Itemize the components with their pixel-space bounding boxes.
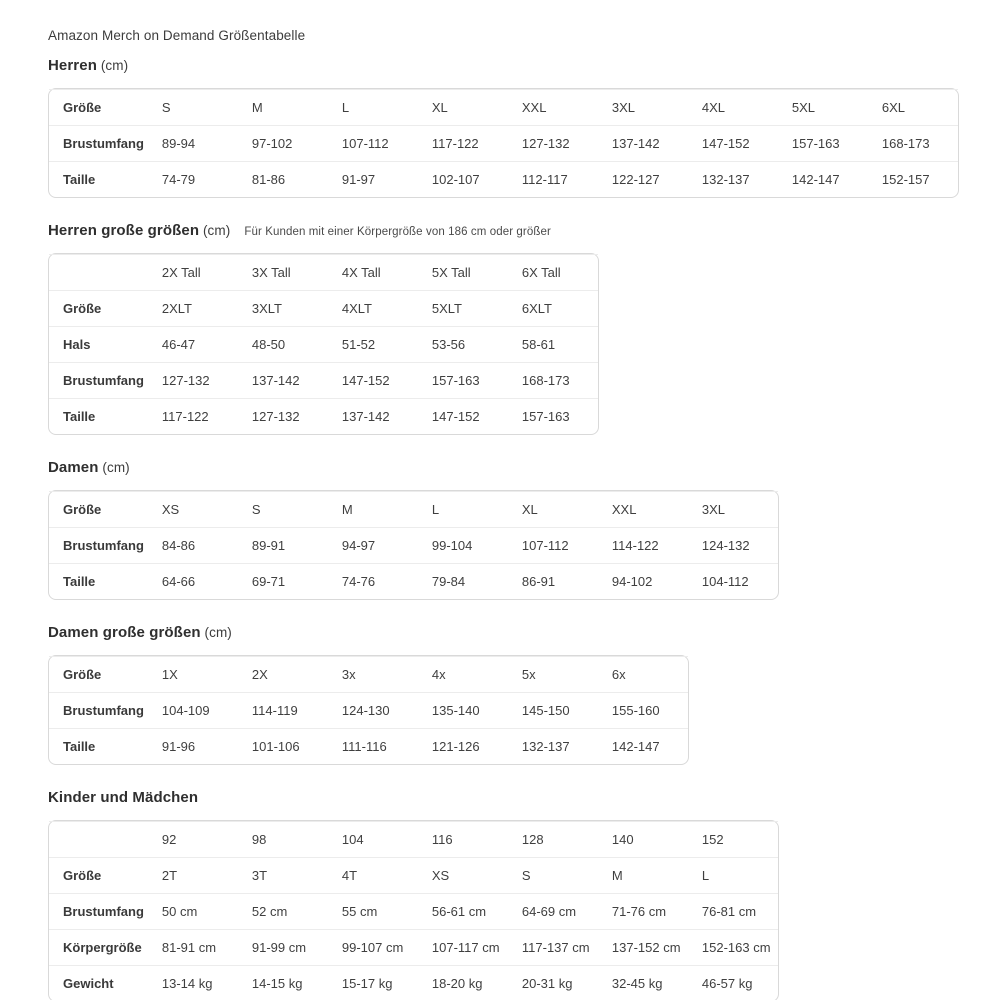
value-cell: 114-122: [598, 527, 688, 563]
value-cell: 101-106: [238, 728, 328, 764]
table-row: [49, 728, 688, 764]
table-row: [49, 563, 778, 599]
value-cell: 64-66: [148, 563, 238, 599]
table-row: [49, 254, 598, 290]
table-row: [49, 692, 688, 728]
value-cell: M: [598, 857, 688, 893]
value-cell: 13-14 kg: [148, 965, 238, 1000]
row-label-cell: Brustumfang: [49, 362, 148, 398]
section-damen-grosse-groessen: [48, 624, 960, 765]
section-unit: (cm): [200, 625, 232, 640]
value-cell: 5X Tall: [418, 254, 508, 290]
value-cell: 137-142: [598, 125, 688, 161]
table-row: [49, 857, 778, 893]
value-cell: 127-132: [238, 398, 328, 434]
value-cell: 107-112: [508, 527, 598, 563]
value-cell: XS: [418, 857, 508, 893]
value-cell: 3x: [328, 656, 418, 692]
value-cell: 53-56: [418, 326, 508, 362]
size-table: [48, 655, 689, 765]
value-cell: 74-76: [328, 563, 418, 599]
value-cell: 6x: [598, 656, 688, 692]
section-kinder-und-maedchen: [48, 789, 960, 1000]
value-cell: 91-99 cm: [238, 929, 328, 965]
section-herren: [48, 57, 960, 198]
page-title: Amazon Merch on Demand Größentabelle: [48, 28, 306, 43]
size-table: [48, 490, 779, 600]
section-heading: [48, 789, 960, 806]
value-cell: 121-126: [418, 728, 508, 764]
row-label-cell: Größe: [49, 290, 148, 326]
value-cell: 14-15 kg: [238, 965, 328, 1000]
value-cell: 56-61 cm: [418, 893, 508, 929]
value-cell: 50 cm: [148, 893, 238, 929]
row-label-cell: [49, 821, 148, 857]
value-cell: 92: [148, 821, 238, 857]
value-cell: 124-132: [688, 527, 778, 563]
section-herren-grosse-groessen: [48, 222, 960, 435]
value-cell: 168-173: [508, 362, 598, 398]
section-title: Herren große größen: [48, 222, 200, 239]
value-cell: 114-119: [238, 692, 328, 728]
value-cell: 6X Tall: [508, 254, 598, 290]
size-table: [48, 88, 959, 198]
value-cell: 48-50: [238, 326, 328, 362]
value-cell: 52 cm: [238, 893, 328, 929]
row-label-cell: Brustumfang: [49, 893, 148, 929]
value-cell: 97-102: [238, 125, 328, 161]
value-cell: 6XL: [868, 89, 958, 125]
value-cell: XXL: [598, 491, 688, 527]
value-cell: 132-137: [508, 728, 598, 764]
value-cell: 32-45 kg: [598, 965, 688, 1000]
value-cell: 3XLT: [238, 290, 328, 326]
row-label-cell: Gewicht: [49, 965, 148, 1000]
value-cell: S: [148, 89, 238, 125]
value-cell: 58-61: [508, 326, 598, 362]
value-cell: 5XLT: [418, 290, 508, 326]
value-cell: L: [328, 89, 418, 125]
row-label-cell: Brustumfang: [49, 527, 148, 563]
value-cell: 2X Tall: [148, 254, 238, 290]
row-label-cell: Größe: [49, 491, 148, 527]
value-cell: 145-150: [508, 692, 598, 728]
value-cell: L: [688, 857, 778, 893]
value-cell: S: [238, 491, 328, 527]
section-heading: [48, 459, 960, 476]
value-cell: 116: [418, 821, 508, 857]
row-label-cell: Taille: [49, 563, 148, 599]
table-row: [49, 821, 778, 857]
value-cell: 168-173: [868, 125, 958, 161]
table-row: [49, 527, 778, 563]
value-cell: 124-130: [328, 692, 418, 728]
value-cell: 79-84: [418, 563, 508, 599]
value-cell: 20-31 kg: [508, 965, 598, 1000]
value-cell: 152-157: [868, 161, 958, 197]
value-cell: 4XLT: [328, 290, 418, 326]
value-cell: 104-109: [148, 692, 238, 728]
table-row: [49, 893, 778, 929]
value-cell: 140: [598, 821, 688, 857]
value-cell: 142-147: [598, 728, 688, 764]
value-cell: XS: [148, 491, 238, 527]
value-cell: 46-57 kg: [688, 965, 778, 1000]
value-cell: 5XL: [778, 89, 868, 125]
value-cell: 94-97: [328, 527, 418, 563]
section-damen: [48, 459, 960, 600]
value-cell: 4X Tall: [328, 254, 418, 290]
value-cell: 147-152: [328, 362, 418, 398]
value-cell: 4XL: [688, 89, 778, 125]
row-label-cell: Taille: [49, 728, 148, 764]
section-unit: (cm): [96, 58, 129, 73]
value-cell: 76-81 cm: [688, 893, 778, 929]
section-title: Kinder und Mädchen: [48, 789, 199, 806]
row-label-cell: Größe: [49, 89, 148, 125]
row-label-cell: Taille: [49, 398, 148, 434]
value-cell: 91-97: [328, 161, 418, 197]
value-cell: 4T: [328, 857, 418, 893]
row-label-cell: Körpergröße: [49, 929, 148, 965]
value-cell: 3T: [238, 857, 328, 893]
value-cell: 142-147: [778, 161, 868, 197]
value-cell: 71-76 cm: [598, 893, 688, 929]
sections: [48, 57, 960, 1000]
value-cell: 147-152: [688, 125, 778, 161]
value-cell: 104-112: [688, 563, 778, 599]
value-cell: 2X: [238, 656, 328, 692]
value-cell: 94-102: [598, 563, 688, 599]
value-cell: 152: [688, 821, 778, 857]
row-label-cell: Taille: [49, 161, 148, 197]
section-heading: [48, 57, 960, 74]
value-cell: 157-163: [418, 362, 508, 398]
table-row: [49, 89, 958, 125]
section-title: Damen: [48, 459, 99, 476]
table-row: [49, 326, 598, 362]
value-cell: 155-160: [598, 692, 688, 728]
value-cell: 99-104: [418, 527, 508, 563]
value-cell: 81-91 cm: [148, 929, 238, 965]
value-cell: 3XL: [598, 89, 688, 125]
value-cell: 55 cm: [328, 893, 418, 929]
value-cell: L: [418, 491, 508, 527]
value-cell: 107-112: [328, 125, 418, 161]
value-cell: 127-132: [508, 125, 598, 161]
value-cell: 1X: [148, 656, 238, 692]
value-cell: 152-163 cm: [688, 929, 778, 965]
value-cell: 89-94: [148, 125, 238, 161]
value-cell: 5x: [508, 656, 598, 692]
value-cell: 127-132: [148, 362, 238, 398]
value-cell: 64-69 cm: [508, 893, 598, 929]
value-cell: XL: [418, 89, 508, 125]
section-title: Herren: [48, 57, 97, 74]
value-cell: 4x: [418, 656, 508, 692]
value-cell: 128: [508, 821, 598, 857]
value-cell: 81-86: [238, 161, 328, 197]
value-cell: 112-117: [508, 161, 598, 197]
row-label-cell: Größe: [49, 656, 148, 692]
table-row: [49, 398, 598, 434]
row-label-cell: Brustumfang: [49, 692, 148, 728]
value-cell: 104: [328, 821, 418, 857]
value-cell: 147-152: [418, 398, 508, 434]
table-row: [49, 125, 958, 161]
value-cell: 157-163: [508, 398, 598, 434]
value-cell: 111-116: [328, 728, 418, 764]
value-cell: 102-107: [418, 161, 508, 197]
value-cell: 86-91: [508, 563, 598, 599]
value-cell: 117-122: [148, 398, 238, 434]
value-cell: M: [238, 89, 328, 125]
table-row: [49, 362, 598, 398]
row-label-cell: Brustumfang: [49, 125, 148, 161]
value-cell: 15-17 kg: [328, 965, 418, 1000]
table-row: [49, 656, 688, 692]
value-cell: 18-20 kg: [418, 965, 508, 1000]
value-cell: 137-152 cm: [598, 929, 688, 965]
table-row: [49, 929, 778, 965]
value-cell: M: [328, 491, 418, 527]
value-cell: 84-86: [148, 527, 238, 563]
value-cell: 89-91: [238, 527, 328, 563]
table-row: [49, 290, 598, 326]
section-note: Für Kunden mit einer Körpergröße von 186 cm oder größer: [244, 226, 551, 238]
value-cell: 157-163: [778, 125, 868, 161]
value-cell: 51-52: [328, 326, 418, 362]
section-unit: (cm): [98, 460, 130, 475]
table-row: [49, 161, 958, 197]
value-cell: S: [508, 857, 598, 893]
value-cell: 117-122: [418, 125, 508, 161]
value-cell: 98: [238, 821, 328, 857]
table-row: [49, 491, 778, 527]
value-cell: 91-96: [148, 728, 238, 764]
value-cell: 132-137: [688, 161, 778, 197]
value-cell: 69-71: [238, 563, 328, 599]
row-label-cell: [49, 254, 148, 290]
size-table: [48, 820, 779, 1000]
value-cell: 46-47: [148, 326, 238, 362]
value-cell: 3XL: [688, 491, 778, 527]
row-label-cell: Größe: [49, 857, 148, 893]
value-cell: 99-107 cm: [328, 929, 418, 965]
section-heading: [48, 624, 960, 641]
table-row: [49, 965, 778, 1000]
value-cell: 107-117 cm: [418, 929, 508, 965]
size-table: [48, 253, 599, 435]
value-cell: 3X Tall: [238, 254, 328, 290]
value-cell: 137-142: [238, 362, 328, 398]
section-title: Damen große größen: [48, 624, 201, 641]
value-cell: XL: [508, 491, 598, 527]
value-cell: XXL: [508, 89, 598, 125]
section-heading: [48, 222, 960, 239]
value-cell: 135-140: [418, 692, 508, 728]
value-cell: 2XLT: [148, 290, 238, 326]
value-cell: 122-127: [598, 161, 688, 197]
value-cell: 6XLT: [508, 290, 598, 326]
value-cell: 117-137 cm: [508, 929, 598, 965]
value-cell: 2T: [148, 857, 238, 893]
value-cell: 137-142: [328, 398, 418, 434]
row-label-cell: Hals: [49, 326, 148, 362]
value-cell: 74-79: [148, 161, 238, 197]
section-unit: (cm): [199, 223, 231, 238]
